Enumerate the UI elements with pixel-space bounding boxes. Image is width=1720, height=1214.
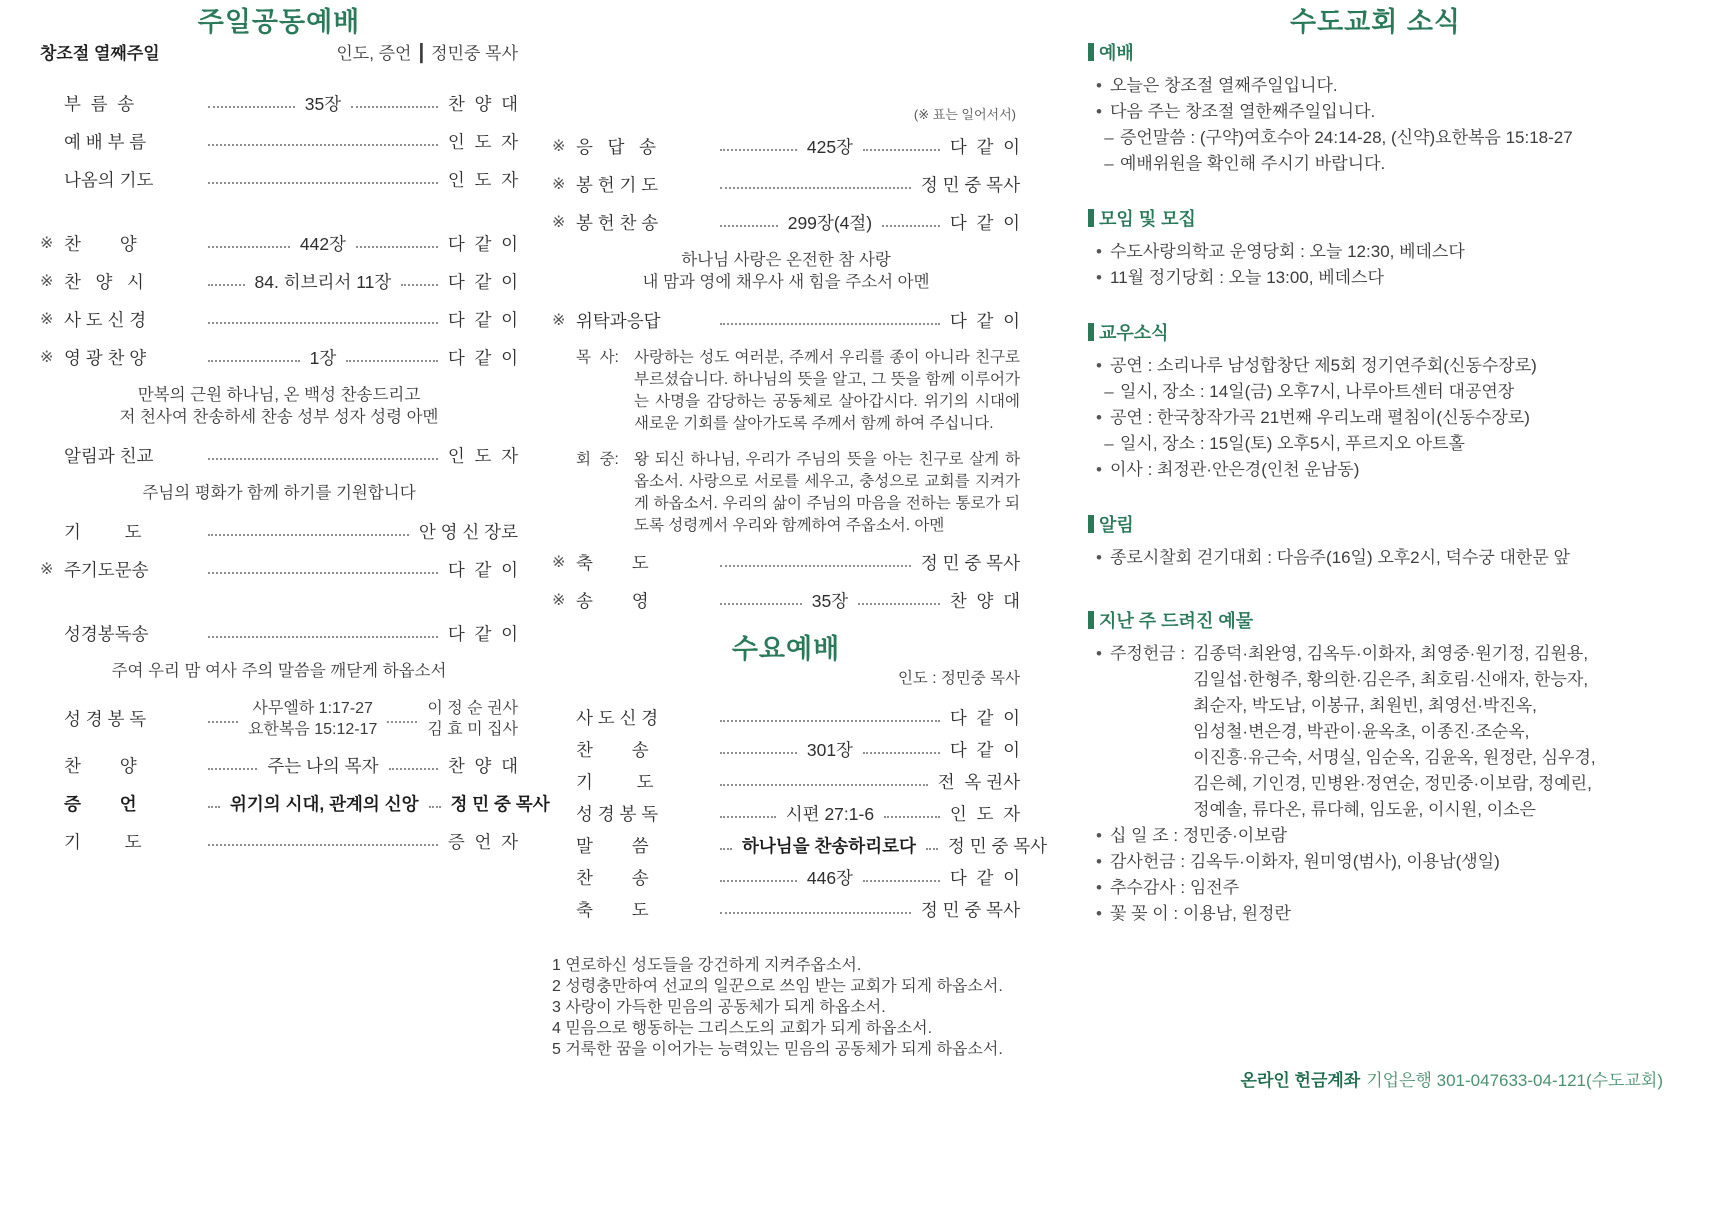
service-row — [552, 309, 1020, 333]
dotted-leader — [720, 323, 940, 325]
news-subitem: – 일시, 장소 : 14일(금) 오후7시, 나루아트센터 대공연장 — [1088, 379, 1663, 405]
service-row — [40, 308, 518, 332]
dotted-leader — [720, 603, 802, 605]
row-label: 성경봉독송 — [64, 624, 149, 644]
row-label: 찬 양 — [64, 756, 137, 776]
standing-mark: ※ — [552, 138, 566, 155]
dialog-congregation-text: 왕 되신 하나님, 우리가 주님의 뜻을 아는 친구로 살게 하옵소서. 사랑으로 서로를 세우고, 충성으로 교회를 지켜가게 하옵소서. 우리의 삶이 주님의 마음을 전하는 통로가 되도록 성령께서 우리와 함께하여 주옵소서. 아멘 — [634, 451, 1020, 534]
offering-label: 주정헌금 : — [1110, 644, 1186, 663]
row-label: 찬 송 — [576, 740, 649, 760]
row-right: 다 같 이 — [447, 234, 518, 254]
gloria-note — [40, 384, 518, 428]
online-account-label: 온라인 헌금계좌 — [1240, 1071, 1361, 1090]
section-heading: 알림 — [1088, 511, 1663, 537]
row-right: 정 민 중 목사 — [920, 553, 1020, 573]
bullet-icon: • — [1096, 460, 1102, 479]
sunday-service-column-2 — [552, 0, 1048, 1061]
bullet-icon: • — [1096, 878, 1102, 897]
row-right: 다 같 이 — [447, 310, 518, 330]
scripture-note: 주여 우리 맘 여사 주의 말씀을 깨닫게 하옵소서 — [111, 662, 447, 680]
row-right: 증 언 자 — [447, 832, 518, 852]
row-label: 기 도 — [64, 522, 142, 542]
dotted-leader — [926, 848, 938, 850]
dotted-leader — [863, 149, 940, 151]
prayer-list — [552, 956, 1020, 1060]
row-right: 인 도 자 — [447, 132, 518, 152]
service-row — [40, 270, 518, 294]
service-row-sermon — [552, 834, 1048, 858]
service-row-sermon — [40, 792, 550, 816]
section-heading: 지난 주 드려진 예물 — [1088, 607, 1663, 633]
bullet-icon: • — [1096, 242, 1102, 261]
news-item: • 추수감사 : 임전주 — [1088, 875, 1663, 901]
offering-names-line: 정예솔, 류다온, 류다혜, 임도윤, 이시원, 이소은 — [1193, 800, 1536, 819]
dotted-leader — [863, 880, 940, 882]
wednesday-leader: 인도 : 정민중 목사 — [897, 670, 1020, 687]
row-right: 찬 양 대 — [949, 591, 1021, 611]
dotted-leader — [884, 816, 940, 818]
row-center: 84. 히브리서 11장 — [254, 272, 392, 292]
standing-mark: ※ — [40, 235, 54, 252]
row-right: 다 같 이 — [949, 311, 1020, 331]
row-label: 말 씀 — [576, 836, 649, 856]
dotted-leader — [351, 106, 438, 108]
dotted-leader — [208, 458, 438, 460]
row-right: 정 민 중 목사 — [947, 836, 1048, 856]
row-right: 다 같 이 — [949, 213, 1021, 233]
news-item: • 십 일 조 : 정민중·이보람 — [1088, 823, 1663, 849]
service-row — [552, 770, 1020, 794]
news-subitem: – 예배위원을 확인해 주시기 바랍니다. — [1088, 151, 1663, 177]
standing-mark: ※ — [552, 312, 566, 329]
news-item: • 다음 주는 창조절 열한째주일입니다. — [1088, 99, 1663, 125]
prayer-item: 4 믿음으로 행동하는 그리스도의 교회가 되게 하옵소서. — [552, 1020, 933, 1037]
sunday-service-title: 주일공동예배 — [197, 7, 361, 37]
dotted-leader — [720, 225, 778, 227]
news-section-worship — [1088, 39, 1663, 177]
row-label: 찬 송 — [576, 868, 649, 888]
dotted-leader — [720, 752, 797, 754]
service-row — [40, 444, 518, 468]
row-right: 다 같 이 — [949, 137, 1020, 157]
dotted-leader — [720, 880, 797, 882]
row-right: 안 영 신 장로 — [418, 522, 518, 542]
row-center: 35장 — [811, 591, 849, 611]
service-row — [40, 168, 518, 192]
row-right: 정 민 중 목사 — [920, 900, 1020, 920]
dotted-leader — [720, 565, 911, 567]
dotted-leader — [208, 534, 409, 536]
dotted-leader — [208, 284, 245, 286]
news-subitem: – 일시, 장소 : 15일(토) 오후5시, 푸르지오 아트홀 — [1088, 431, 1663, 457]
standing-mark: ※ — [40, 311, 54, 328]
offering-name-lines — [1193, 641, 1595, 823]
bullet-icon: • — [1096, 76, 1102, 95]
prayer-item: 2 성령충만하여 선교의 일꾼으로 쓰임 받는 교회가 되게 하옵소서. — [552, 978, 1003, 995]
dotted-leader — [720, 720, 940, 722]
dash-icon: – — [1104, 128, 1114, 147]
row-center: 1장 — [309, 348, 337, 368]
row-label: 봉 헌 찬 송 — [576, 213, 659, 233]
row-right: 전 옥 권사 — [937, 772, 1020, 792]
dotted-leader — [208, 572, 438, 574]
prayer-item: 3 사랑이 가득한 믿음의 공동체가 되게 하옵소서. — [552, 999, 886, 1016]
news-item: • 공연 : 소리나루 남성합창단 제5회 정기연주회(신동수장로) — [1088, 353, 1663, 379]
dash-icon: – — [1104, 434, 1114, 453]
standing-mark: ※ — [552, 176, 566, 193]
service-row — [552, 866, 1020, 890]
standing-mark: ※ — [552, 592, 566, 609]
standing-mark: ※ — [40, 349, 54, 366]
dotted-leader — [208, 636, 438, 638]
dotted-leader — [208, 844, 438, 846]
dotted-leader — [208, 144, 438, 146]
row-label: 증 언 — [64, 794, 137, 814]
offering-hymn-line-2: 내 맘과 영에 채우사 새 힘을 주소서 아멘 — [642, 273, 930, 291]
dotted-leader — [387, 721, 417, 723]
church-news-column — [1088, 0, 1663, 955]
dotted-leader — [208, 322, 438, 324]
dotted-leader — [208, 806, 220, 808]
bullet-icon: • — [1096, 548, 1102, 567]
service-row — [552, 706, 1020, 730]
scripture-passage-1: 사무엘하 1:17-27 — [252, 700, 373, 717]
service-row — [552, 898, 1020, 922]
row-label: 응 답 송 — [576, 137, 656, 157]
dotted-leader — [429, 806, 441, 808]
row-label: 예 배 부 름 — [64, 132, 147, 152]
spacer — [40, 596, 518, 622]
service-row — [552, 135, 1020, 159]
bullet-icon: • — [1096, 826, 1102, 845]
news-section-meetings — [1088, 205, 1663, 291]
news-item: • 감사헌금 : 김옥두·이화자, 원미영(범사), 이용남(생일) — [1088, 849, 1663, 875]
row-label: 알림과 친교 — [64, 446, 154, 466]
row-right: 다 같 이 — [447, 348, 518, 368]
row-label: 위탁과응답 — [576, 311, 661, 331]
sunday-subtitle — [40, 39, 518, 64]
row-right: 찬 양 대 — [447, 94, 519, 114]
bullet-icon: • — [1096, 852, 1102, 871]
standing-mark: ※ — [40, 561, 54, 578]
dotted-leader — [863, 752, 940, 754]
row-label: 사 도 신 경 — [64, 310, 147, 330]
row-label: 영 광 찬 양 — [64, 348, 147, 368]
offering-names-line: 최순자, 박도남, 이봉규, 최원빈, 최영선·박진옥, — [1193, 696, 1537, 715]
row-right: 다 같 이 — [949, 708, 1020, 728]
bullet-icon: • — [1096, 408, 1102, 427]
offering-names-line: 김일섭·한형주, 황의한·김은주, 최호림·신애자, 한능자, — [1193, 670, 1589, 689]
standing-mark: ※ — [40, 273, 54, 290]
scripture-readers — [427, 698, 518, 740]
row-label: 축 도 — [576, 900, 649, 920]
row-label: 찬 양 — [64, 234, 137, 254]
dash-icon: – — [1104, 154, 1114, 173]
service-row — [552, 802, 1020, 826]
service-row — [40, 520, 518, 544]
row-right: 다 같 이 — [447, 272, 519, 292]
prayer-item: 5 거룩한 꿈을 이어가는 능력있는 믿음의 공동체가 되게 하옵소서. — [552, 1041, 1003, 1058]
service-row — [552, 173, 1020, 197]
scripture-passage-2: 요한복음 15:12-17 — [247, 721, 378, 738]
gloria-line-1: 만복의 근원 하나님, 온 백성 찬송드리고 — [137, 386, 421, 404]
dialog-congregation — [576, 449, 1020, 537]
scripture-reader-2: 김 효 미 집사 — [427, 721, 518, 738]
dotted-leader — [720, 912, 911, 914]
service-row — [40, 92, 518, 116]
dotted-leader — [720, 784, 928, 786]
row-label: 성 경 봉 독 — [576, 804, 659, 824]
offering-names-line: 김종덕·최완영, 김옥두·이화자, 최영중·원기정, 김원용, — [1193, 644, 1589, 663]
dialog-congregation-label: 회 중: — [576, 451, 619, 468]
dotted-leader — [346, 360, 438, 362]
section-heading: 모임 및 모집 — [1088, 205, 1663, 231]
peace-note: 주님의 평화가 함께 하기를 기원합니다 — [142, 484, 416, 502]
offering-names-line: 김은혜, 기인경, 민병완·정연순, 정민중·이보람, 정예린, — [1193, 774, 1592, 793]
standing-mark: ※ — [552, 214, 566, 231]
dialog-pastor-text: 사랑하는 성도 여러분, 주께서 우리를 종이 아니라 친구로 부르셨습니다. 하나님의 뜻을 알고, 그 뜻을 함께 이루어가는 사명을 감당하는 공동체로 살아갑시다. 위기의 시대에 새로운 기회를 살아가도록 주께서 함께 하여 주십니다. — [634, 349, 1020, 432]
dotted-leader — [720, 848, 732, 850]
row-right: 정 민 중 목사 — [920, 175, 1020, 195]
dialog-pastor — [576, 347, 1020, 435]
row-right: 다 같 이 — [447, 560, 518, 580]
row-right: 다 같 이 — [949, 868, 1020, 888]
row-right: 다 같 이 — [447, 624, 518, 644]
row-label: 나옴의 기도 — [64, 170, 154, 190]
dotted-leader — [720, 816, 776, 818]
sunday-service-column — [40, 0, 550, 868]
section-heading: 예배 — [1088, 39, 1663, 65]
offering-hymn-line-1: 하나님 사랑은 온전한 참 사랑 — [681, 251, 891, 269]
sermon-title: 위기의 시대, 관계의 신앙 — [230, 794, 419, 814]
service-row — [40, 830, 518, 854]
dotted-leader — [720, 149, 797, 151]
row-label: 사 도 신 경 — [576, 708, 659, 728]
news-section-members — [1088, 319, 1663, 483]
row-right: 찬 양 대 — [447, 756, 519, 776]
service-row — [40, 346, 518, 370]
service-row — [40, 130, 518, 154]
bullet-icon: • — [1096, 102, 1102, 121]
row-center: 301장 — [806, 740, 853, 760]
offering-hymn-note — [552, 249, 1020, 293]
dotted-leader — [720, 187, 911, 189]
dotted-leader — [356, 246, 438, 248]
service-row — [40, 754, 518, 778]
news-item: • 종로시찰회 걷기대회 : 다음주(16일) 오후2시, 덕수궁 대한문 앞 — [1088, 545, 1663, 571]
dotted-leader — [208, 182, 438, 184]
dotted-leader — [208, 721, 238, 723]
row-label: 기 도 — [64, 832, 142, 852]
row-label: 부 름 송 — [64, 94, 135, 114]
service-row — [40, 232, 518, 256]
bullet-icon: • — [1096, 356, 1102, 375]
dotted-leader — [858, 603, 940, 605]
news-item: • 공연 : 한국창작가곡 21번째 우리노래 펼침이(신동수장로) — [1088, 405, 1663, 431]
leader-note: 인도, 증언 ┃ 정민중 목사 — [336, 44, 518, 63]
offering-names-line: 임성철·변은경, 박관이·윤옥초, 이종진·조순옥, — [1193, 722, 1530, 741]
dotted-leader — [208, 768, 257, 770]
row-right: 정 민 중 목사 — [450, 794, 550, 814]
standing-instruction: (※ 표는 일어서서) — [913, 107, 1016, 122]
news-item: • 꽃 꽂 이 : 이용남, 원정란 — [1088, 901, 1663, 927]
row-label: 봉 헌 기 도 — [576, 175, 659, 195]
news-item: • 11월 정기당회 : 오늘 13:00, 베데스다 — [1088, 265, 1663, 291]
season-label: 창조절 열째주일 — [40, 44, 160, 63]
row-label: 주기도문송 — [64, 560, 149, 580]
dotted-leader — [208, 360, 300, 362]
dotted-leader — [401, 284, 438, 286]
row-label: 찬 양 시 — [64, 272, 144, 292]
sermon-title: 하나님을 찬송하리로다 — [742, 836, 916, 856]
offering-names-line: 이진흥·유근숙, 서명실, 임순옥, 김윤옥, 원정란, 심우경, — [1193, 748, 1596, 767]
row-center: 442장 — [299, 234, 346, 254]
scripture-passages — [248, 698, 377, 740]
bullet-icon: • — [1096, 268, 1102, 287]
row-center: 주는 나의 목자 — [267, 756, 379, 776]
dotted-leader — [882, 225, 940, 227]
gloria-line-2: 저 천사여 찬송하세 찬송 성부 성자 성령 아멘 — [119, 408, 439, 426]
church-news-title: 수도교회 소식 — [1290, 7, 1461, 37]
row-label: 축 도 — [576, 553, 649, 573]
dialog-pastor-label: 목 사: — [576, 349, 619, 366]
news-section-notice — [1088, 511, 1663, 571]
row-right: 인 도 자 — [447, 170, 518, 190]
spacer — [40, 206, 518, 232]
service-row — [40, 622, 518, 646]
row-label: 성 경 봉 독 — [64, 709, 147, 729]
dotted-leader — [208, 246, 290, 248]
dotted-leader — [208, 106, 295, 108]
news-subitem: – 증언말씀 : (구약)여호수아 24:14-28, (신약)요한복음 15:18-27 — [1088, 125, 1663, 151]
news-item: • 수도사랑의학교 운영당회 : 오늘 12:30, 베데스다 — [1088, 239, 1663, 265]
row-right: 인 도 자 — [949, 804, 1020, 824]
service-row — [552, 551, 1020, 575]
service-row — [552, 589, 1020, 613]
weekly-offering-item — [1088, 641, 1663, 823]
row-center: 시편 27:1-6 — [785, 804, 875, 824]
online-account-number: 기업은행 301-047633-04-121(수도교회) — [1366, 1071, 1663, 1090]
service-row — [40, 558, 518, 582]
row-center: 425장 — [806, 137, 853, 157]
row-center: 299장(4절) — [787, 213, 873, 233]
service-row — [552, 738, 1020, 762]
news-section-offerings — [1088, 607, 1663, 927]
dash-icon: – — [1104, 382, 1114, 401]
wednesday-service-title: 수요예배 — [731, 634, 841, 664]
section-heading: 교우소식 — [1088, 319, 1663, 345]
row-right: 다 같 이 — [949, 740, 1020, 760]
news-item: • 오늘은 창조절 열째주일입니다. — [1088, 73, 1663, 99]
service-row — [552, 211, 1020, 235]
news-item: • 이사 : 최정관·안은경(인천 운남동) — [1088, 457, 1663, 483]
row-center: 35장 — [304, 94, 342, 114]
bullet-icon: • — [1096, 644, 1102, 663]
prayer-item: 1 연로하신 성도들을 강건하게 지켜주옵소서. — [552, 957, 862, 974]
service-row-scripture — [40, 698, 518, 740]
row-label: 송 영 — [576, 591, 649, 611]
row-right: 인 도 자 — [447, 446, 518, 466]
online-account-footer — [1088, 1066, 1663, 1091]
bullet-icon: • — [1096, 904, 1102, 923]
standing-mark: ※ — [552, 554, 566, 571]
dotted-leader — [389, 768, 438, 770]
row-label: 기 도 — [576, 772, 654, 792]
scripture-reader-1: 이 정 순 권사 — [427, 700, 518, 717]
row-center: 446장 — [806, 868, 853, 888]
